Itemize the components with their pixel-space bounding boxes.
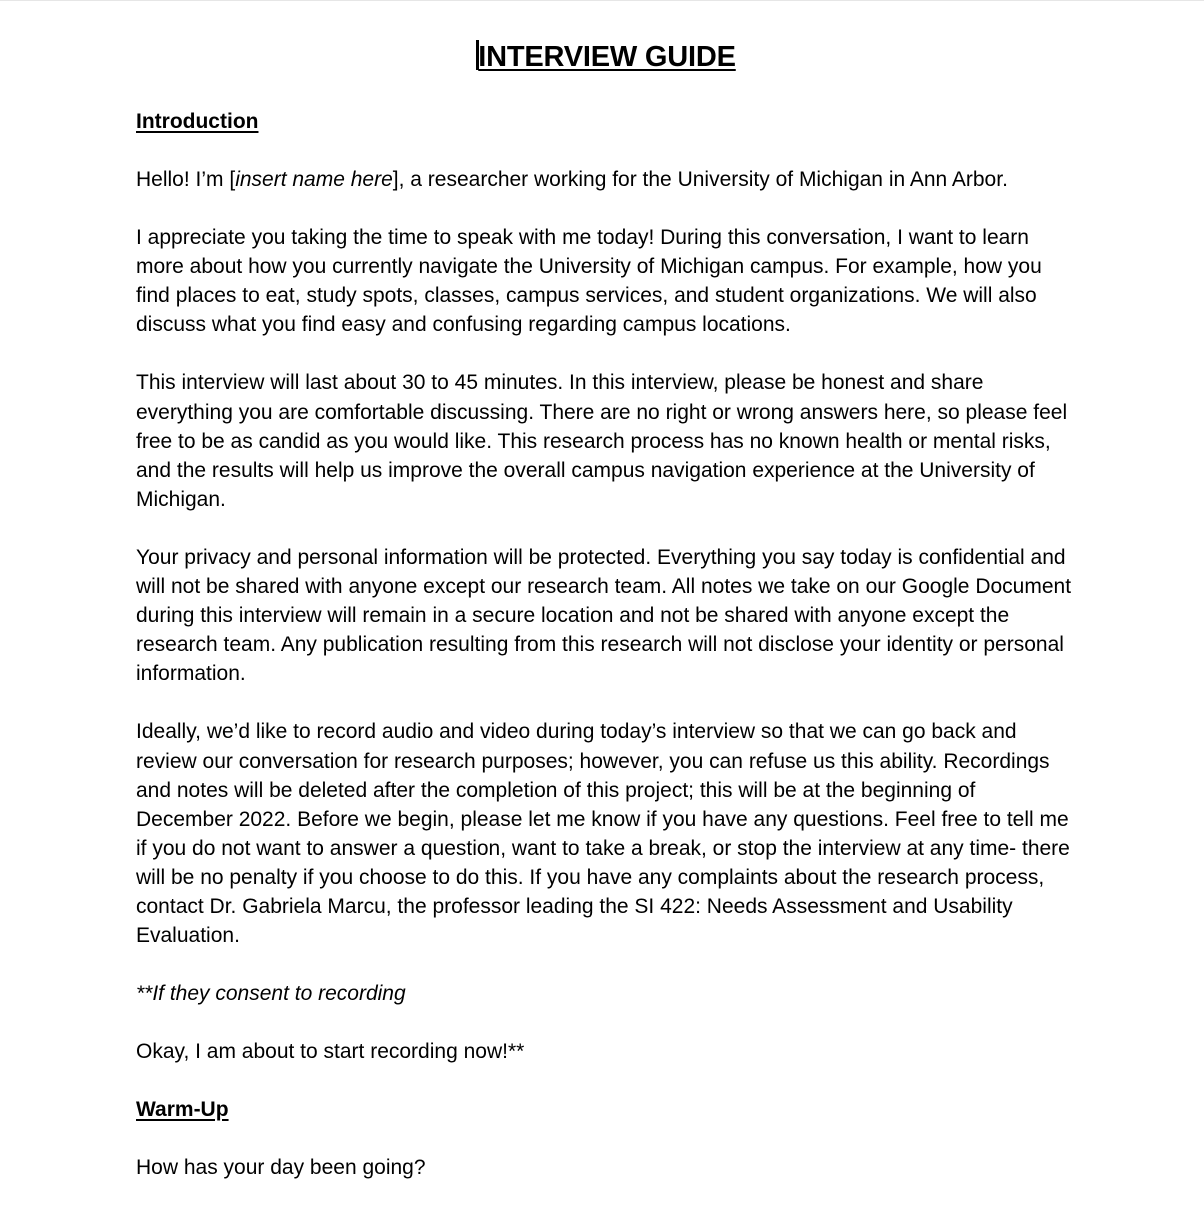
warm-up-question: How has your day been going? (136, 1156, 426, 1180)
section-heading-warm-up: Warm-Up (136, 1098, 229, 1122)
section-heading-introduction: Introduction (136, 110, 259, 133)
document-title[interactable] (476, 39, 736, 76)
greeting-paragraph (136, 165, 1076, 194)
intro-paragraph-purpose: I appreciate you taking the time to speak with me today! During this conversation, I want to learn more about how you currently navigate the University of Michigan campus. For example, how you find places to eat, study spots, classes, campus services, and student organizations. We will also discuss what you find easy and confusing regarding campus locations. (136, 226, 1042, 337)
recording-line: Okay, I am about to start recording now!** (136, 1040, 525, 1064)
greeting-before: Hello! I’m [ (136, 168, 236, 191)
intro-paragraph-privacy: Your privacy and personal information will be protected. Everything you say today is confidential and will not be shared with anyone except our research team. All notes we take on our Google Document during this interview will remain in a secure location and not be shared with anyone except the research team. Any publication resulting from this research will not disclose your identity or personal information. (136, 545, 1072, 686)
consent-note: **If they consent to recording (136, 982, 406, 1006)
name-placeholder: insert name here (235, 168, 393, 191)
document-body[interactable] (136, 39, 1076, 1211)
document-title-text: INTERVIEW GUIDE (478, 41, 736, 73)
intro-paragraph-recording: Ideally, we’d like to record audio and video during today’s interview so that we can go back and review our conversation for research purposes; however, you can refuse us this ability. Recordings and notes will be deleted after the completion of this project; this will be at the beginning of December 2022. Before we begin, please let me know if you have any questions. Feel free to tell me if you do not want to answer a question, want to take a break, or stop the interview at any time- there will be no penalty if you choose to do this. If you have any complaints about the research process, contact Dr. Gabriela Marcu, the professor leading the SI 422: Needs Assessment and Usability Evaluation. (136, 720, 1070, 948)
title-block (136, 39, 1076, 76)
intro-paragraph-duration: This interview will last about 30 to 45 minutes. In this interview, please be honest and share everything you are comfortable discussing. There are no right or wrong answers here, so please feel free to be as candid as you would like. This research process has no known health or mental risks, and the results will help us improve the overall campus navigation experience at the University of Michigan. (136, 371, 1068, 511)
greeting-after: ], a researcher working for the University of Michigan in Ann Arbor. (392, 168, 1008, 191)
